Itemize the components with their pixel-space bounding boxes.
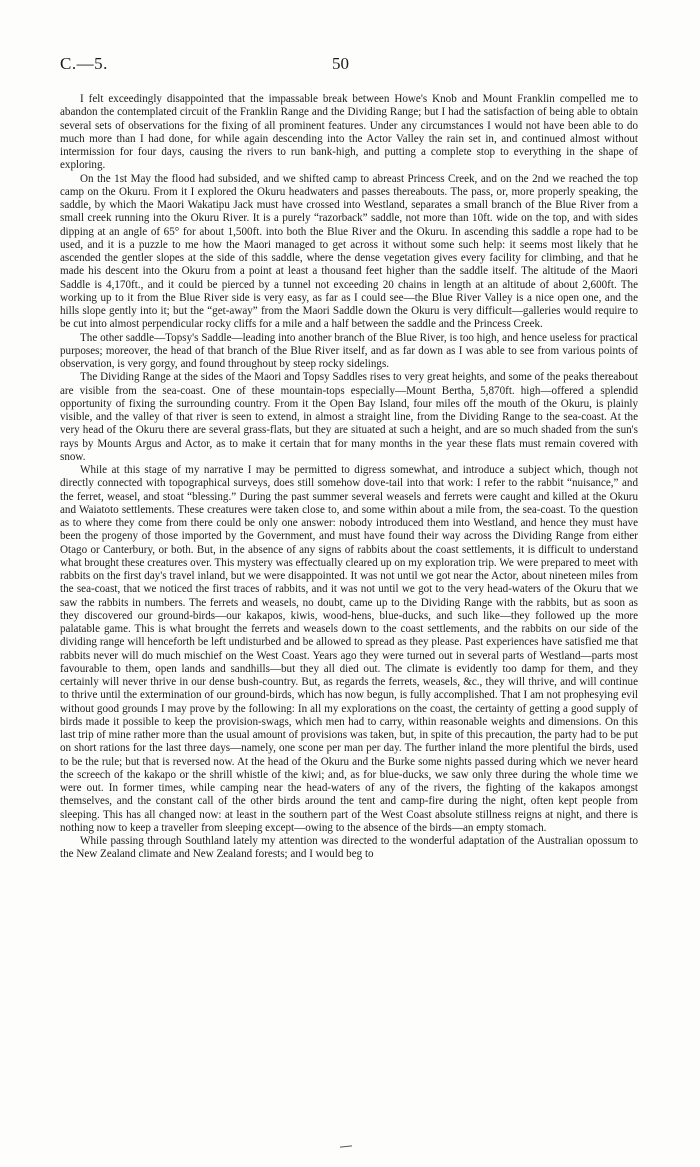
paragraph: The Dividing Range at the sides of the Maori and Topsy Saddles rises to very great heights, and some of the peaks thereabout are visible from the sea-coast. One of these mountain-tops especially—Mount Bertha, 5,870ft. high—offered a splendid opportunity of fixing the surrounding country. From it the Open Bay Island, four miles off the mouth of the Okuru, is plainly visible, and the valley of that river is seen to extend, in almost a straight line, from the Dividing Range to the sea-coast. At the very head of the Okuru there are several grass-flats, but they are situated at such a height, and are so much shaded from the sun's rays by Mounts Argus and Actor, as to make it certain that for many months in the year these flats must remain covered with snow. <box>60 371 638 463</box>
paragraph: On the 1st May the flood had subsided, and we shifted camp to abreast Princess Creek, and on the 2nd we reached the top camp on the Okuru. From it I explored the Okuru headwaters and passes thereabouts. The pass, or, more properly speaking, the saddle, by which the Maori Wakatipu Jack must have crossed into Westland, separates a small branch of the Blue River from a small creek running into the Okuru River. It is a purely “razorback” saddle, not more than 10ft. wide on the top, and with sides dipping at an angle of 65° for about 1,500ft. into both the Blue River and the Okuru. In ascending this saddle a rope had to be used, and it is a puzzle to me how the Maori managed to get across it without some such help: it seems most likely that he ascended the gentler slopes at the side of this saddle, where the dense vegetation gives every facility for climbing, and that he made his descent into the Okuru from a point at least a thousand feet higher than the saddle itself. The altitude of the Maori Saddle is 4,170ft., and it could be pierced by a tunnel not exceeding 20 chains in length at an altitude of about 2,600ft. The working up to it from the Blue River side is very easy, as far as I could see—the Blue River Valley is a nice open one, and the hills slope gently into it; but the “get-away” from the Maori Saddle down the Okuru is very difficult—galleries would require to be cut into almost perpendicular rocky cliffs for a mile and a half between the saddle and the Princess Creek. <box>60 172 638 331</box>
printer-mark <box>340 1145 352 1147</box>
document-reference: C.—5. <box>60 54 108 73</box>
paragraph: While at this stage of my narrative I may be permitted to digress somewhat, and introduce a subject which, though not directly connected with topographical surveys, does still somehow dove-tail into that work: I refer to the rabbit “nuisance,” and the ferret, weasel, and stoat “blessing.” During the past summer several weasels and ferrets were caught and killed at the Okuru and Waiatoto settlements. These creatures were taken close to, and some within about a mile from, the sea-coast. To the question as to where they come from there could be only one answer: nobody introduced them into Westland, and hence they must have been the progeny of those imported by the Government, and must have found their way across the Dividing Range from either Otago or Canterbury, or both. But, in the absence of any signs of rabbits about the coast settlements, it is difficult to understand what brought these creatures over. This mystery was effectually cleared up on my exploration trip. We were prepared to meet with rabbits on the first day's travel inland, but we were disappointed. It was not until we got near the Actor, about nineteen miles from the sea-coast, that we noticed the first traces of rabbits, and it was not until we got to the very head-waters of the Okuru that we saw the rabbits in numbers. The ferrets and weasels, no doubt, came up to the Dividing Range with the rabbits, but as soon as they discovered our ground-birds—our kakapos, kiwis, wood-hens, blue-ducks, and such like—they followed up the more palatable game. This is what brought the ferrets and weasels down to the coast settlements, and the rabbits on our side of the dividing range will henceforth be left undisturbed and be allowed to spread as they please. Past experiences have satisfied me that rabbits never will do much mischief on the West Coast. Years ago they were turned out in several parts of Westland—parts most favourable to them, open lands and sandhills—but they all died out. The climate is evidently too damp for them, and they certainly will never thrive in our dense bush-country. But, as regards the ferrets, weasels, &c., they will thrive, and will continue to thrive until the extermination of our ground-birds, which has now begun, is fully accomplished. That I am not prophesying evil without good grounds I may prove by the following: In all my explorations on the coast, the certainty of getting a good supply of birds made it possible to keep the provision-swags, which men had to carry, within reasonable weights and dimensions. On this last trip of mine rather more than the usual amount of provisions was taken, but, in spite of this precaution, the party had to be put on short rations for the last three days—namely, one scone per man per day. The further inland the more plentiful the birds, used to be the rule; but that is reversed now. At the head of the Okuru and the Burke some nights passed during which we never heard the screech of the kakapo or the shrill whistle of the kiwi; and, as for blue-ducks, we saw only three during the whole time we were out. In former times, while camping near the head-waters of any of the rivers, the fighting of the kakapos amongst themselves, and the constant call of the other birds around the tent and camp-fire during the night, often kept people from sleeping. This has all changed now: at least in the southern part of the West Coast absolute stillness reigns at night, and there is nothing now to keep a traveller from sleeping except—owing to the absence of the birds—an empty stomach. <box>60 464 638 834</box>
paragraph: I felt exceedingly disappointed that the impassable break between Howe's Knob and Mount Franklin compelled me to abandon the contemplated circuit of the Franklin Range and the Dividing Range; but I had the satisfaction of being able to obtain several sets of observations for the fixing of all prominent features. Under any circumstances I would not have been able to do much more than I had done, for while again descending into the Actor Valley the rain set in, and continued almost without intermission for four days, causing the rivers to run bank-high, and putting a complete stop to everything in the shape of exploring. <box>60 93 638 172</box>
body-text <box>60 93 638 862</box>
page-number: 50 <box>332 54 349 73</box>
paragraph: The other saddle—Topsy's Saddle—leading into another branch of the Blue River, is too high, and hence useless for practical purposes; moreover, the head of that branch of the Blue River itself, and as far down as I was able to see from various points of observation, is very gorgy, and found throughout by steep rocky sidelings. <box>60 331 638 370</box>
page-header <box>60 54 638 76</box>
paragraph: While passing through Southland lately my attention was directed to the wonderful adaptation of the Australian opossum to the New Zealand climate and New Zealand forests; and I would beg to <box>60 835 638 861</box>
